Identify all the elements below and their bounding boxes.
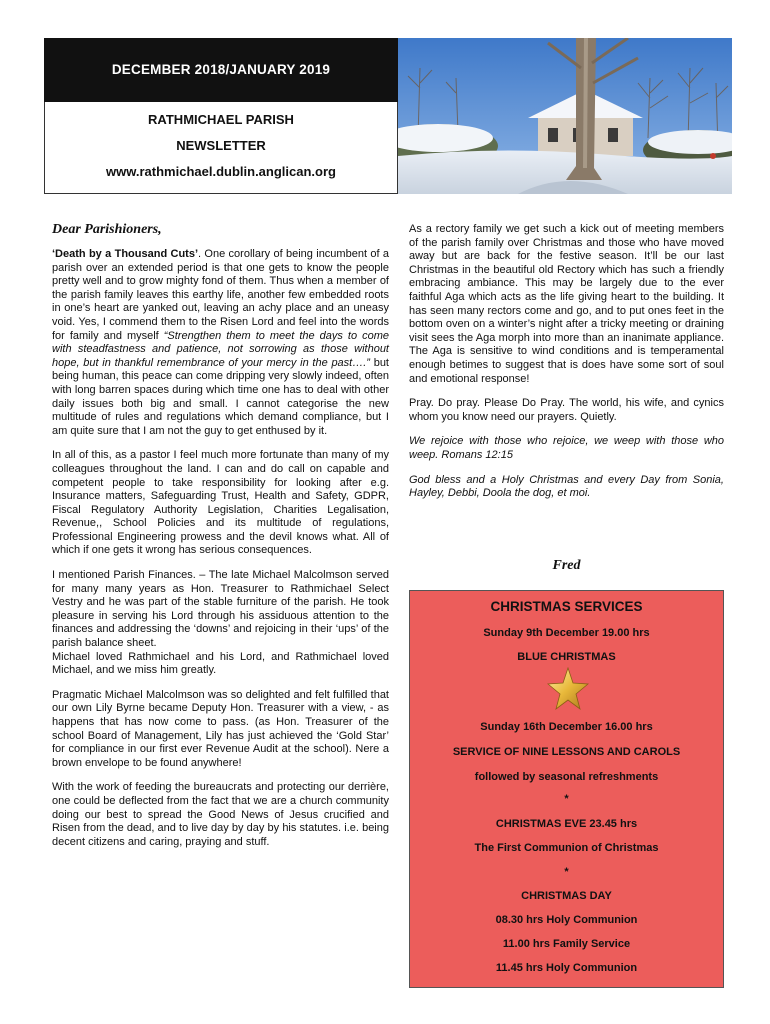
- issue-date: DECEMBER 2018/JANUARY 2019: [111, 62, 331, 77]
- service-name: The First Communion of Christmas: [474, 842, 659, 854]
- paragraph-heading: ‘Death by a Thousand Cuts’: [52, 248, 199, 260]
- letter-right-column: [409, 223, 724, 512]
- services-title: CHRISTMAS SERVICES: [490, 599, 643, 614]
- service-date: CHRISTMAS DAY: [521, 890, 612, 902]
- service-time: 08.30 hrs Holy Communion: [495, 914, 638, 926]
- paragraph-text: but being human, this peace can come dripping very slowly indeed, often with long barren spaces during which time one has to deal with other daily issues both big and small. I cannot categorise the new multitude of rules and regulations which demand compliance, but I am quite sure that I am not the guy to get enthused by it.: [52, 356, 389, 437]
- rectory-snow-photo: [398, 38, 732, 194]
- paragraph-text: . One corollary of being incumbent of a parish over an extended period is that one gets to know the people pretty well and to grow mighty fond of them. Thus when a member of the parish family leaves this earthy life, another few embedded roots in one’s heart are yanked out, leaving an achy place and an uneasy void. Yes, I commend them to the Risen Lord and feel into the words for family and myself: [52, 248, 389, 342]
- letter-paragraph: I mentioned Parish Finances. – The late Michael Malcolmson served for many many years as Hon. Treasurer to Rathmichael Select Vestry and he was part of the stable furniture of the parish. He took pleasure in serving his Lord through his assiduous attention to the finances and addressing the ‘downs’ and rejoicing in their ‘ups’ of the parish balance sheet.: [52, 569, 389, 650]
- scripture-quote: We rejoice with those who rejoice, we weep with those who weep. Romans 12:15: [409, 435, 724, 461]
- service-note: followed by seasonal refreshments: [474, 771, 659, 783]
- newsletter-label: NEWSLETTER: [176, 138, 266, 153]
- service-date: Sunday 9th December 19.00 hrs: [483, 627, 650, 639]
- service-name: SERVICE OF NINE LESSONS AND CAROLS: [452, 746, 681, 758]
- service-time: 11.45 hrs Holy Communion: [495, 962, 638, 974]
- service-time: 11.00 hrs Family Service: [502, 938, 631, 950]
- parish-name: RATHMICHAEL PARISH: [148, 112, 294, 127]
- closing-blessing: God bless and a Holy Christmas and every Day from Sonia, Hayley, Debbi, Doola the dog, et moi.: [409, 473, 724, 500]
- service-date: CHRISTMAS EVE 23.45 hrs: [495, 818, 638, 830]
- letter-left-column: [52, 248, 389, 860]
- letter-salutation: Dear Parishioners,: [52, 222, 162, 237]
- gold-star-icon: [547, 667, 589, 716]
- masthead-title-box: [44, 102, 398, 194]
- letter-paragraph: In all of this, as a pastor I feel much more fortunate than many of my colleagues throughout the land. I can and do call on capable and competent people to take responsibility for looking after e.g. Insurance matters, Safeguarding Trust, Health and Safety, GDPR, Fiscal Regulatory Authority Legislation, Charities Legalisation, Revenue,, School Policies and its multitude of regulations, Professional Engineering prowess and the devil knows what. All of which if one gets it wrong has serious consequences.: [52, 449, 389, 557]
- letter-paragraph: Pragmatic Michael Malcolmson was so delighted and felt fulfilled that our own Lily Byrne became Deputy Hon. Treasurer with a view, - as happens that has now come to pass. (as Hon. Treasurer of the school Board of Management, Lily has just achieved the ‘Gold Star’ for compliance in our first ever Revenue Audit at the school). Nere a brown envelope to be found anywhere!: [52, 688, 389, 769]
- letter-paragraph: Pray. Do pray. Please Do Pray. The world, his wife, and cynics whom you know need our prayers. Quietly.: [409, 397, 724, 423]
- letter-paragraph: [52, 248, 389, 438]
- signature: Fred: [552, 558, 581, 573]
- prayer-quote: “Strengthen them to meet the days to come with steadfastness and patience, not sorrowing as those without hope, but in thankful remembrance of your mercy in the past….”: [52, 329, 389, 369]
- service-name: BLUE CHRISTMAS: [517, 651, 616, 663]
- letter-paragraph: Michael loved Rathmichael and his Lord, and Rathmichael loved Michael, and we miss him greatly.: [52, 650, 389, 677]
- service-date: Sunday 16th December 16.00 hrs: [480, 721, 653, 733]
- christmas-services-box: [409, 590, 724, 988]
- separator: *: [564, 866, 569, 878]
- letter-paragraph: With the work of feeding the bureaucrats and protecting our derrière, one could be deflected from the fact that we are a church community doing our best to spread the Good News of Jesus crucified and Risen from the dead, and to live day by day by his statutes. i.e. being decent citizens and caring, praying and stuff.: [52, 781, 389, 848]
- separator: *: [564, 793, 569, 805]
- letter-paragraph: As a rectory family we get such a kick out of meeting members of the parish family over Christmas and those who have moved away but are back for the festive season. It’ll be our last Christmas in the beautiful old Rectory which has such a friendly embracing ambiance. This may be largely due to the ever faithful Aga which acts as the life giving heart to the building. It has seen many rectors come and go, and to put ones feet in the bottom oven on a winter’s night after a tricky meeting or draining visit sees the Aga morph into more than an inanimate appliance. The Aga is sensitive to wind conditions and is temperamental enough betimes to suggest that is does have some sort of soul and emotional response!: [409, 223, 724, 385]
- website-url: www.rathmichael.dublin.anglican.org: [106, 164, 336, 179]
